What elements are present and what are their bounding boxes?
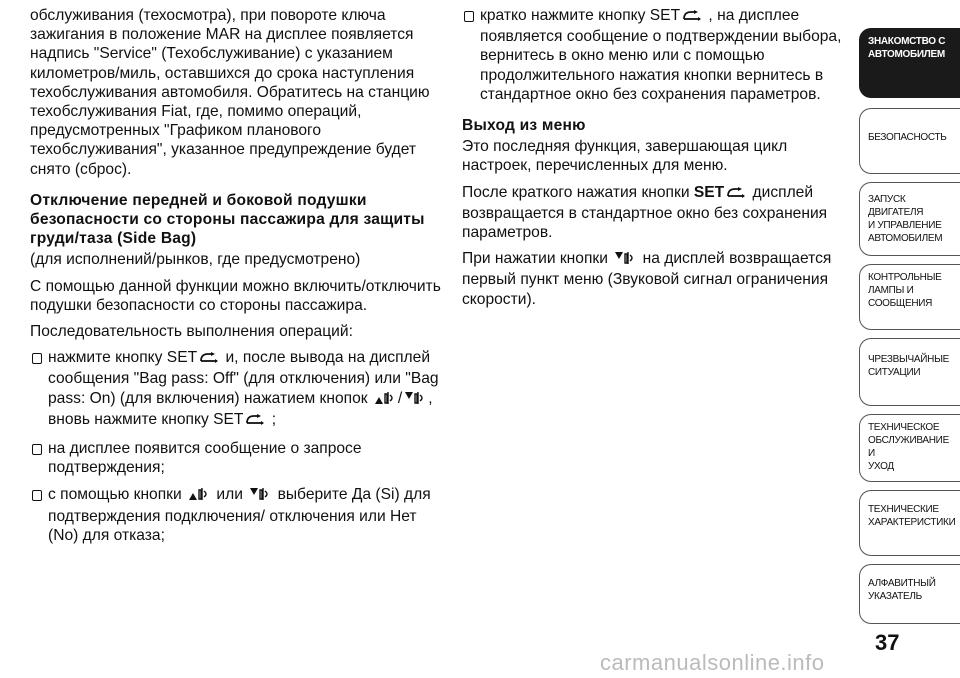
set-return-arrow-icon bbox=[726, 185, 746, 204]
paragraph-exit-2: После краткого нажатия кнопки SET дисплей возвращается в стандартное окно без сохранения параметров. bbox=[462, 183, 828, 242]
list-item: нажмите кнопку SET и, после вывода на дисплей сообщения "Bag pass: Off" (для отключения) или "Bag pass: On) (для включения) нажатием кнопок / , вновь нажмите кнопку SET ; bbox=[30, 348, 445, 431]
tab-starting-driving[interactable]: ЗАПУСК ДВИГАТЕЛЯ И УПРАВЛЕНИЕ АВТОМОБИЛЕМ bbox=[859, 182, 960, 256]
list-item: кратко нажмите кнопку SET , на дисплее появляется сообщение о подтверждении выбора, вернитесь в окно меню или с помощью продолжительного нажатия кнопки вернитесь в стандартное окно без сохранения параметров. bbox=[462, 6, 850, 104]
left-column bbox=[30, 6, 445, 553]
tab-safety[interactable]: БЕЗОПАСНОСТЬ bbox=[859, 108, 960, 174]
section-heading-exit: Выход из меню bbox=[462, 117, 586, 135]
section-heading-airbag: Отключение передней и боковой подушки безопасности со стороны пассажира для защиты груди/таза (Side Bag) bbox=[30, 191, 425, 248]
up-arrow-sound-icon bbox=[188, 487, 210, 506]
paragraph-sequence: Последовательность выполнения операций: bbox=[30, 323, 353, 341]
list-item: с помощью кнопки или выберите Да (Si) для подтверждения подключения/ отключения или Нет (No) для отказа; bbox=[30, 485, 445, 545]
tab-getting-to-know[interactable]: ЗНАКОМСТВО С АВТОМОБИЛЕМ bbox=[859, 28, 960, 98]
watermark: carmanualsonline.info bbox=[600, 650, 825, 675]
chapter-sidebar bbox=[859, 0, 960, 678]
down-arrow-sound-icon bbox=[404, 391, 426, 410]
checkbox-bullet-icon bbox=[32, 444, 42, 455]
down-arrow-sound-icon bbox=[614, 251, 636, 270]
page-number: 37 bbox=[875, 630, 900, 655]
paragraph-exit-1: Это последняя функция, завершающая цикл настроек, перечисленных для меню. bbox=[462, 138, 788, 175]
set-return-arrow-icon bbox=[199, 350, 219, 369]
set-return-arrow-icon bbox=[682, 8, 702, 27]
tab-maintenance[interactable]: ТЕХНИЧЕСКОЕ ОБСЛУЖИВАНИЕ И УХОД bbox=[859, 414, 960, 482]
up-arrow-sound-icon bbox=[374, 391, 396, 410]
list-item: на дисплее появится сообщение о запросе подтверждения; bbox=[30, 439, 445, 477]
set-return-arrow-icon bbox=[245, 412, 265, 431]
tab-specifications[interactable]: ТЕХНИЧЕСКИЕ ХАРАКТЕРИСТИКИ bbox=[859, 490, 960, 556]
tab-index[interactable]: АЛФАВИТНЫЙ УКАЗАТЕЛЬ bbox=[859, 564, 960, 624]
down-arrow-sound-icon bbox=[249, 487, 271, 506]
checkbox-bullet-icon bbox=[464, 11, 474, 22]
checkbox-bullet-icon bbox=[32, 490, 42, 501]
paragraph-exit-3: При нажатии кнопки на дисплей возвращается первый пункт меню (Звуковой сигнал ограничения скорости). bbox=[462, 250, 832, 308]
checkbox-bullet-icon bbox=[32, 353, 42, 364]
section-subheading: (для исполнений/рынков, где предусмотрено) bbox=[30, 251, 361, 269]
intro-paragraph: обслуживания (техосмотра), при повороте ключа зажигания в положение MAR на дисплее появляется надпись "Service" (Техобслуживание) с указанием километров/миль, оставшихся до срока наступления техобслуживания автомобиля. Обратитесь на станцию техобслуживания Fiat, где, помимо операций, предусмотренных "Графиком планового техобслуживания", указанное предупреждение будет снято (сброс). bbox=[30, 7, 430, 178]
tab-warning-lights[interactable]: КОНТРОЛЬНЫЕ ЛАМПЫ И СООБЩЕНИЯ bbox=[859, 264, 960, 330]
tab-emergency[interactable]: ЧРЕЗВЫЧАЙНЫЕ СИТУАЦИИ bbox=[859, 338, 960, 406]
paragraph-function: С помощью данной функции можно включить/отключить подушки безопасности со стороны пассажира. bbox=[30, 277, 441, 314]
right-column bbox=[462, 6, 850, 316]
